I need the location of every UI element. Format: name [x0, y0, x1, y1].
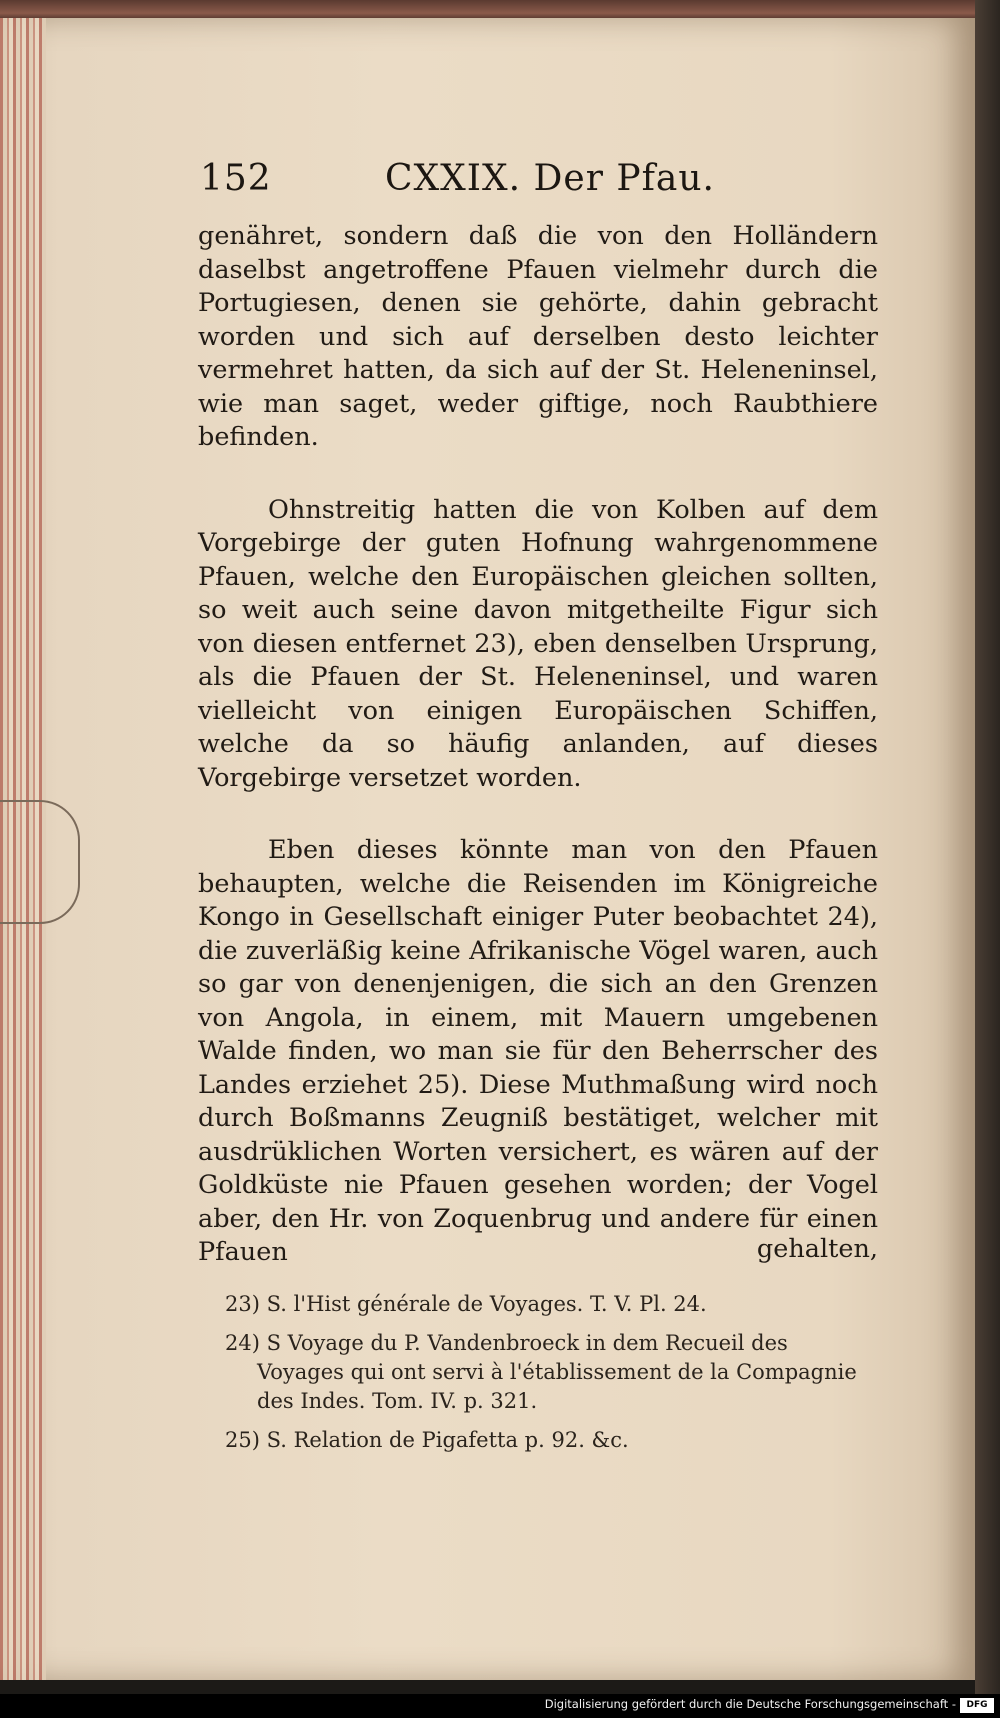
paragraph-1: genähret, sondern daß die von den Holländern daselbst angetroffene Pfauen vielmehr durch die Portugiesen, denen sie gehörte, dahin gebracht worden und sich auf derselben desto leichter vermehret hatten, da sich auf der St. Heleneninsel, wie man saget, weder giftige, noch Raubthiere befinden.: [198, 221, 878, 452]
page-number: 152: [200, 158, 272, 199]
paragraph-3: Eben dieses könnte man von den Pfauen behaupten, welche die Reisenden im Königreiche Kongo in Gesellschaft einiger Puter beobachtet 24), die zuverläßig keine Afrikanische Vögel waren, auch so gar von denenjenigen, die sich an den Grenzen von Angola, in einem, mit Mauern umgebenen Walde finden, wo man sie für den Beherrscher des Landes erziehet 25). Diese Muthmaßung wird noch durch Boßmanns Zeugniß bestätiget, welcher mit ausdrüklichen Worten versichert, es wären auf der Goldküste nie Pfauen gesehen worden; der Vogel aber, den Hr. von Zoquenbrug und andere für einen Pfauen: [198, 835, 878, 1267]
footnotes: [225, 1290, 875, 1465]
dfg-logo: DFG: [960, 1698, 994, 1713]
footnote-23: 23) S. l'Hist générale de Voyages. T. V. Pl. 24.: [225, 1292, 707, 1316]
catchword: gehalten,: [756, 1234, 878, 1264]
book-gutter: [975, 0, 1000, 1718]
chapter-title: CXXIX. Der Pfau.: [385, 158, 715, 199]
running-head: [200, 158, 920, 208]
bookmark-ribbon: [0, 800, 80, 924]
footnote-24: 24) S Voyage du P. Vandenbroeck in dem Recueil des Voyages qui ont servi à l'établissement de la Compagnie des Indes. Tom. IV. p. 321.: [225, 1331, 857, 1413]
paragraph-2: Ohnstreitig hatten die von Kolben auf dem Vorgebirge der guten Hofnung wahrgenommene Pfauen, welche den Europäischen gleichen sollten, so weit auch seine davon mitgetheilte Figur sich von diesen entfernet 23), eben denselben Ursprung, als die Pfauen der St. Heleneninsel, und waren vielleicht von einigen Europäischen Schiffen, welche da so häufig anlanden, auf dieses Vorgebirge versetzet worden.: [198, 494, 878, 793]
funding-credit: Digitalisierung gefördert durch die Deutsche Forschungsgemeinschaft -: [544, 1697, 956, 1711]
footnote-25: 25) S. Relation de Pigafetta p. 92. &c.: [225, 1428, 629, 1452]
credit-bar: [0, 1694, 1000, 1718]
main-text: [198, 220, 878, 1309]
